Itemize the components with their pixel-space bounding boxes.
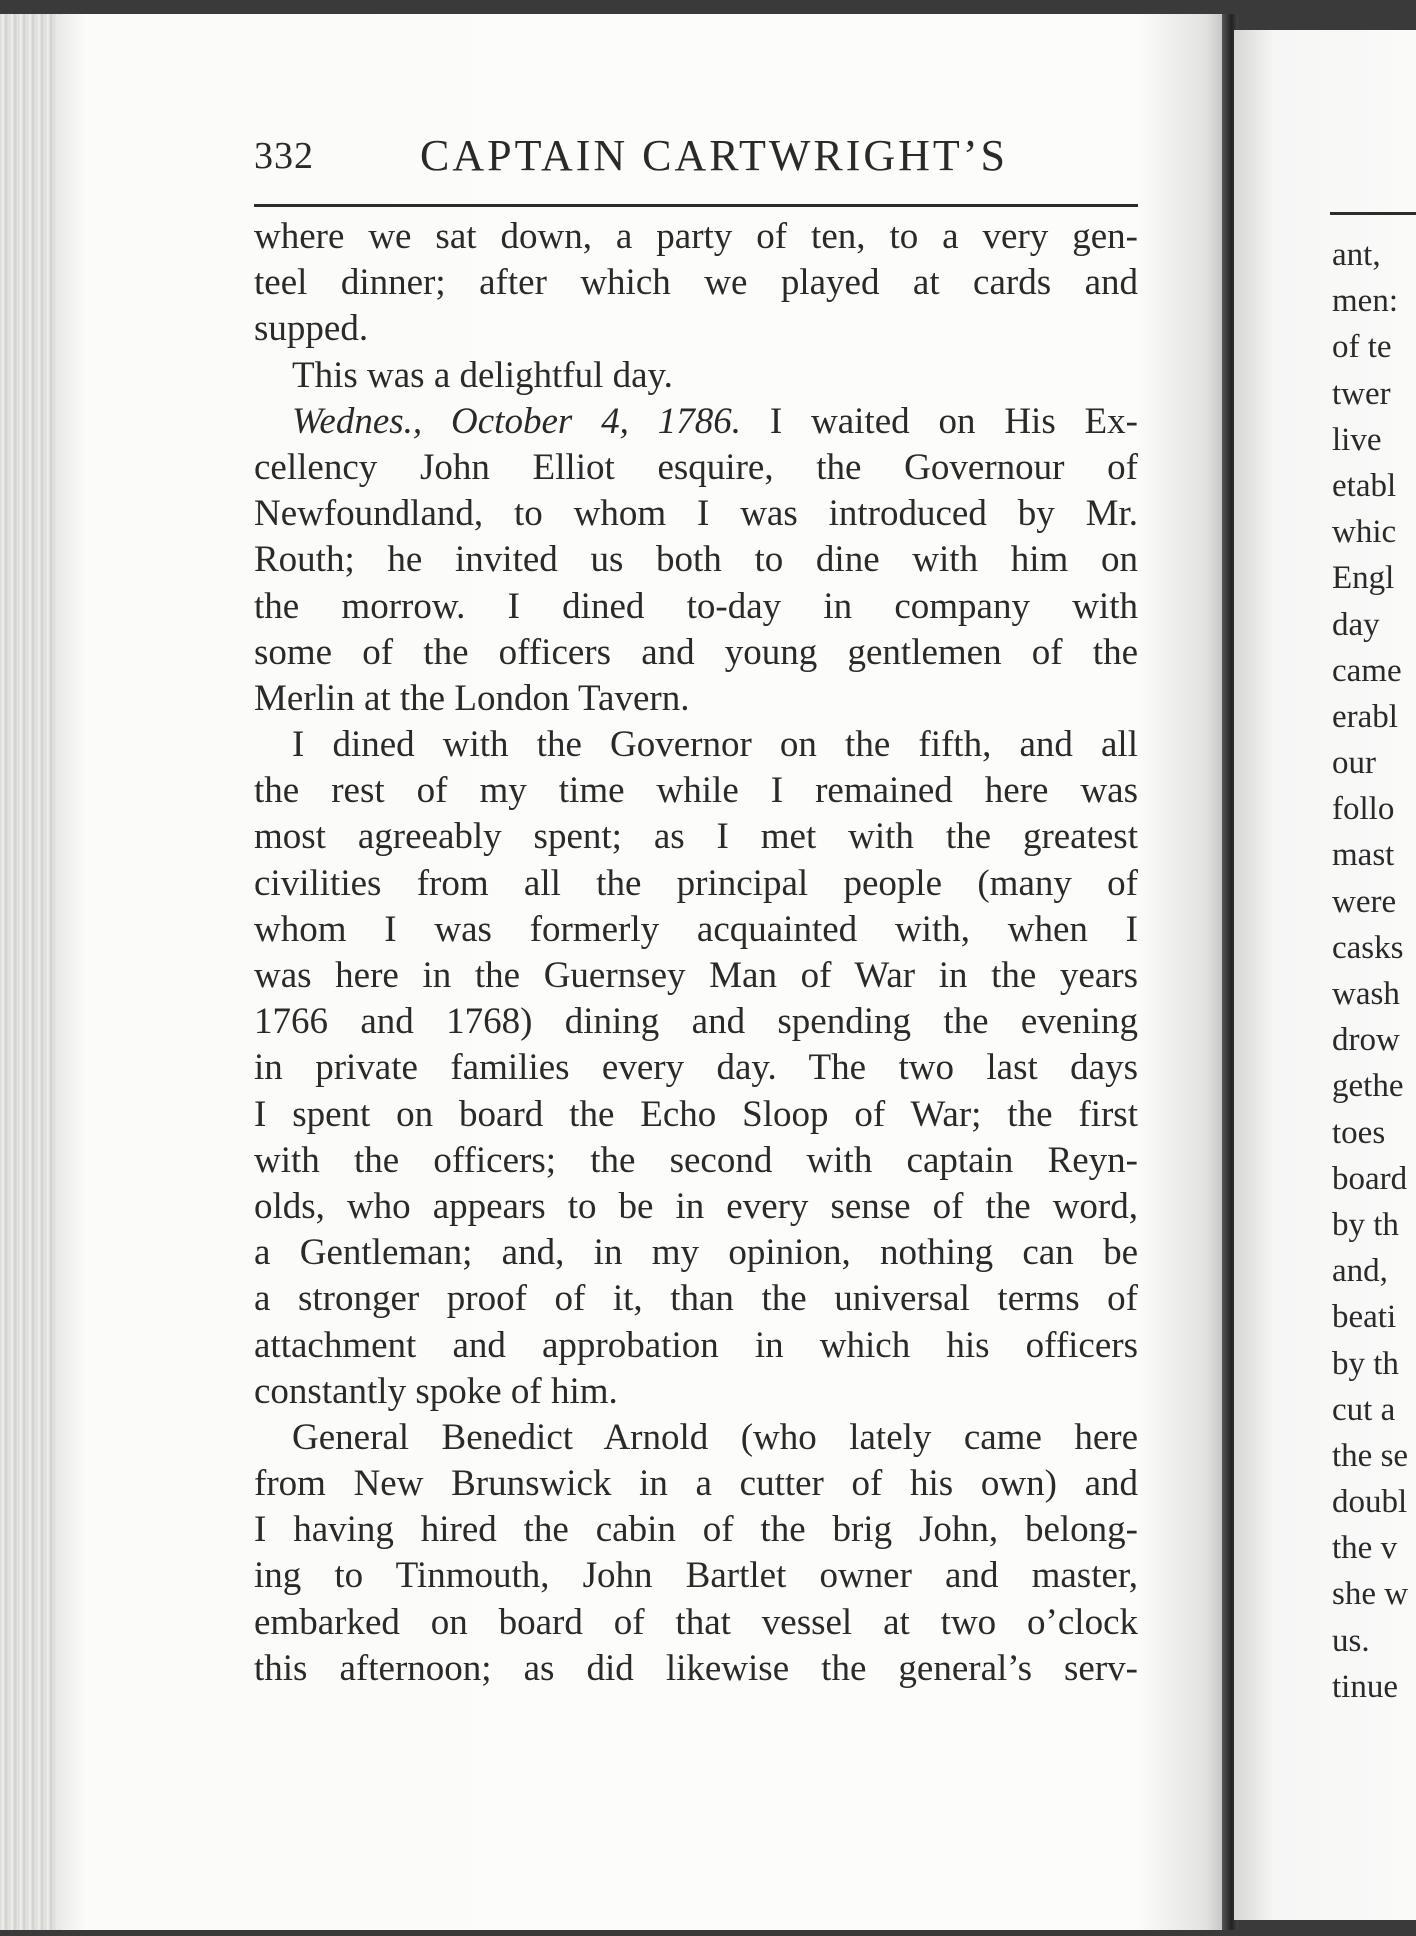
text-line: Routh; he invited us both to dine with him on xyxy=(254,539,1138,581)
right-page-line-fragment: live xyxy=(1332,421,1382,458)
right-page-line-fragment: she w xyxy=(1332,1576,1409,1613)
text-line: constantly spoke of him. xyxy=(254,1370,618,1412)
text-line: supped. xyxy=(254,308,369,350)
text-line: I having hired the cabin of the brig John, belong- xyxy=(254,1509,1138,1551)
right-page-line-fragment: the v xyxy=(1332,1530,1398,1567)
text-line: cellency John Elliot esquire, the Governour of xyxy=(254,446,1138,488)
text-line: olds, who appears to be in every sense of the word, xyxy=(254,1185,1138,1227)
text-line: whom I was formerly acquainted with, when I xyxy=(254,908,1138,950)
text-line: ing to Tinmouth, John Bartlet owner and master, xyxy=(254,1555,1138,1597)
right-page-line-fragment: whic xyxy=(1332,514,1397,551)
right-page-line-fragment: casks xyxy=(1332,929,1404,966)
right-page-line-fragment: us. xyxy=(1332,1622,1370,1659)
right-page-line-fragment: twer xyxy=(1332,375,1391,412)
right-page-line-fragment: tinue xyxy=(1332,1668,1398,1705)
right-page-line-fragment: drow xyxy=(1332,1022,1400,1059)
right-page-line-fragment: follo xyxy=(1332,791,1395,828)
right-page-line-fragment: of te xyxy=(1332,329,1392,366)
text-line: the rest of my time while I remained here was xyxy=(254,770,1138,812)
text-line-rest: I waited on His Ex- xyxy=(740,400,1138,442)
text-line: was here in the Guernsey Man of War in the years xyxy=(254,955,1138,996)
right-page-line-fragment: the se xyxy=(1332,1437,1409,1474)
text-line: where we sat down, a party of ten, to a very gen- xyxy=(254,216,1138,257)
text-line: This was a delightful day. xyxy=(292,354,673,396)
text-line: I dined with the Governor on the fifth, and all xyxy=(292,724,1138,766)
text-line: embarked on board of that vessel at two o’clock xyxy=(254,1601,1138,1643)
right-page-line-fragment: gethe xyxy=(1332,1068,1404,1105)
text-line: some of the officers and young gentlemen of the xyxy=(254,631,1138,673)
text-line: 1766 and 1768) dining and spending the evening xyxy=(254,1001,1138,1043)
right-page-line-fragment: came xyxy=(1332,652,1402,689)
body-text xyxy=(254,214,1138,1692)
right-page-line-fragment: etabl xyxy=(1332,467,1397,504)
text-line: a stronger proof of it, than the universal terms of xyxy=(254,1278,1138,1320)
text-line: a Gentleman; and, in my opinion, nothing can be xyxy=(254,1232,1138,1274)
right-page-line-fragment: wash xyxy=(1332,976,1400,1012)
text-line: from New Brunswick in a cutter of his own) and xyxy=(254,1463,1138,1505)
right-page-head-rule xyxy=(1330,212,1416,215)
text-line: General Benedict Arnold (who lately came here xyxy=(292,1416,1138,1458)
text-line: Newfoundland, to whom I was introduced by Mr. xyxy=(254,493,1138,535)
right-page-line-fragment: board xyxy=(1332,1160,1408,1197)
right-page-line-fragment: men: xyxy=(1332,283,1398,320)
page-number: 332 xyxy=(254,135,314,177)
right-page-line-fragment: beati xyxy=(1332,1299,1397,1336)
right-page-line-fragment: by th xyxy=(1332,1206,1399,1243)
running-head xyxy=(254,131,1138,207)
text-line: civilities from all the principal people (many of xyxy=(254,862,1138,904)
text-line xyxy=(254,399,1138,445)
right-page-line-fragment: Engl xyxy=(1332,560,1395,597)
text-line: Merlin at the London Tavern. xyxy=(254,677,690,719)
text-line: in private families every day. The two last days xyxy=(254,1047,1138,1089)
right-page-line-fragment: mast xyxy=(1332,837,1395,874)
right-page-line-fragment: cut a xyxy=(1332,1391,1396,1428)
right-page-line-fragment: erabl xyxy=(1332,698,1398,735)
right-page-text xyxy=(1332,232,1416,1710)
dated-entry-heading: Wednes., October 4, 1786. xyxy=(292,400,741,442)
running-head-title: CAPTAIN CARTWRIGHT’S xyxy=(420,131,1008,180)
text-line: with the officers; the second with captain Reyn- xyxy=(254,1139,1138,1181)
text-line: most agreeably spent; as I met with the greatest xyxy=(254,816,1138,858)
text-line: I spent on board the Echo Sloop of War; the first xyxy=(254,1093,1138,1135)
right-page-line-fragment: ant, xyxy=(1332,237,1381,273)
right-page-line-fragment: our xyxy=(1332,745,1376,782)
text-line: this afternoon; as did likewise the general’s serv- xyxy=(254,1647,1138,1689)
text-line: the morrow. I dined to-day in company with xyxy=(254,585,1138,627)
text-line: attachment and approbation in which his officers xyxy=(254,1324,1138,1366)
text-line: teel dinner; after which we played at cards and xyxy=(254,262,1138,304)
right-page-line-fragment: doubl xyxy=(1332,1484,1408,1521)
right-page-line-fragment: were xyxy=(1332,883,1397,920)
right-page-line-fragment: by th xyxy=(1332,1345,1399,1382)
right-page-line-fragment: day xyxy=(1332,606,1380,643)
right-page-line-fragment: and, xyxy=(1332,1253,1388,1290)
right-page-line-fragment: toes xyxy=(1332,1114,1386,1151)
